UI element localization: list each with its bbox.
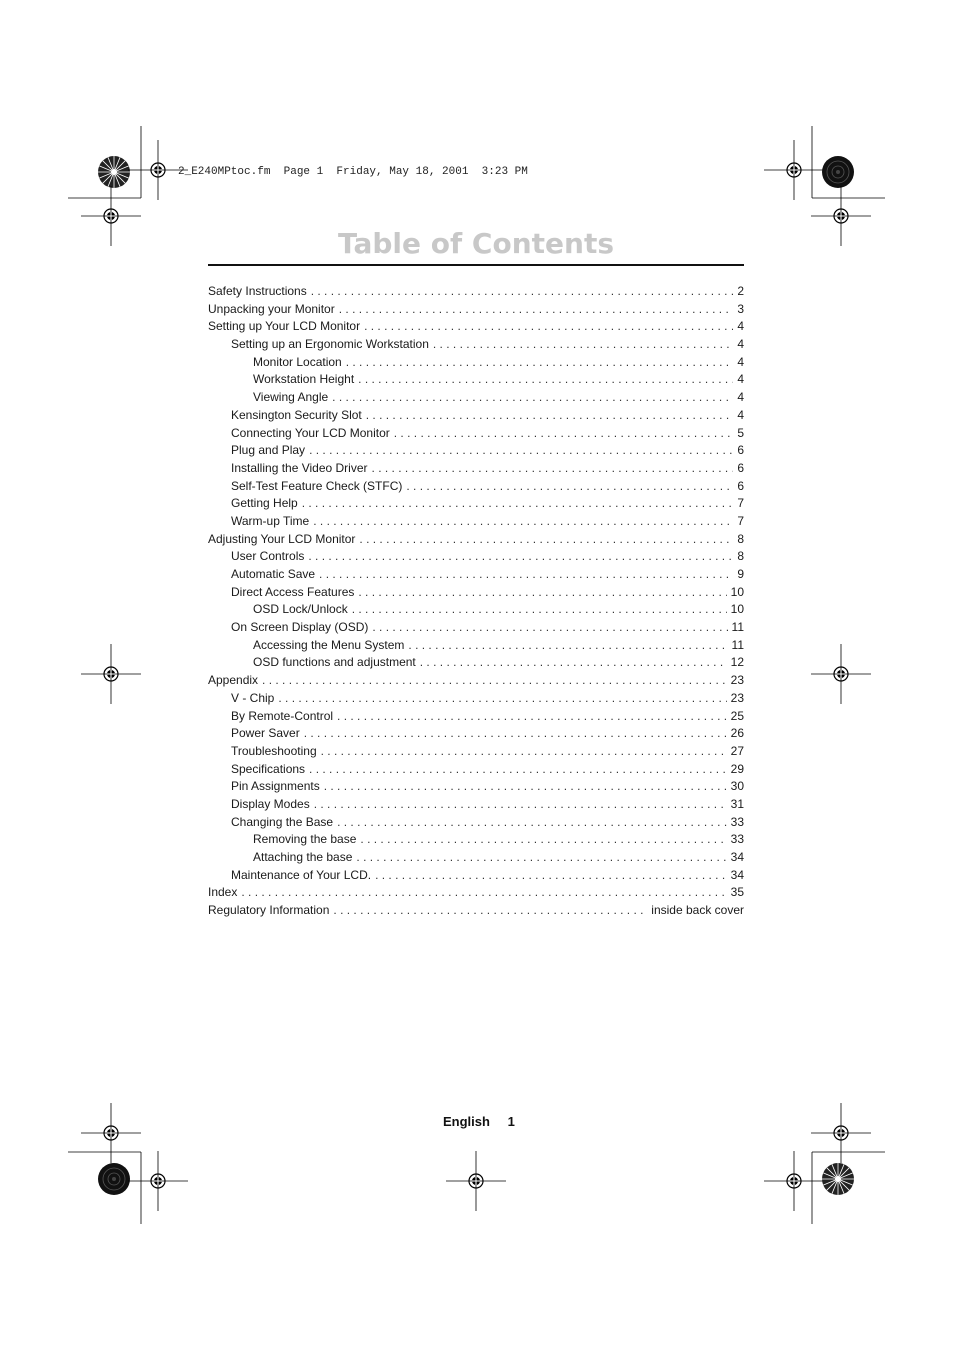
toc-entry-title: Unpacking your Monitor xyxy=(208,301,335,316)
toc-dot-leader xyxy=(304,726,727,740)
toc-entry-title: Maintenance of Your LCD. xyxy=(231,867,372,882)
toc-entry-title: Pin Assignments xyxy=(231,779,320,794)
toc-entry[interactable] xyxy=(208,868,744,886)
toc-entry-page: 4 xyxy=(737,390,744,405)
toc-entry-title: By Remote-Control xyxy=(231,708,334,723)
toc-dot-leader xyxy=(278,691,726,705)
toc-entry-title: Accessing the Menu System xyxy=(253,637,405,652)
toc-entry[interactable] xyxy=(208,284,744,302)
toc-entry[interactable] xyxy=(208,691,744,709)
toc-dot-leader xyxy=(319,567,733,581)
toc-entry[interactable] xyxy=(208,850,744,868)
toc-entry-page: 23 xyxy=(730,690,744,705)
toc-entry-page: 4 xyxy=(737,354,744,369)
toc-entry-title: Regulatory Information xyxy=(208,903,330,918)
toc-entry-page: 8 xyxy=(737,531,744,546)
toc-entry-title: Safety Instructions xyxy=(208,284,307,298)
toc-entry-page: 10 xyxy=(730,602,744,617)
toc-dot-leader xyxy=(359,532,733,546)
toc-entry[interactable] xyxy=(208,585,744,603)
toc-entry-title: Appendix xyxy=(208,673,259,688)
toc-dot-leader xyxy=(364,319,733,333)
toc-entry[interactable] xyxy=(208,655,744,673)
toc-dot-leader xyxy=(375,868,727,882)
toc-entry-page: 27 xyxy=(730,743,744,758)
toc-entry-page: 30 xyxy=(730,779,744,794)
toc-entry[interactable] xyxy=(208,319,744,337)
toc-entry-title: Power Saver xyxy=(231,726,300,741)
toc-entry-title: Setting up Your LCD Monitor xyxy=(208,319,361,334)
toc-entry-title: Troubleshooting xyxy=(231,743,317,758)
toc-dot-leader xyxy=(372,461,734,475)
toc-entry-page: 34 xyxy=(730,867,744,882)
toc-entry-page: inside back cover xyxy=(651,903,744,918)
toc-dot-leader xyxy=(372,620,727,634)
toc-entry-page: 33 xyxy=(730,832,744,847)
page-title: Table of Contents xyxy=(337,227,614,260)
toc-dot-leader xyxy=(394,426,734,440)
toc-dot-leader xyxy=(339,302,734,316)
toc-dot-leader xyxy=(358,585,726,599)
toc-entry-page: 4 xyxy=(737,407,744,422)
toc-entry-page: 4 xyxy=(737,319,744,334)
toc-entry[interactable] xyxy=(208,408,744,426)
toc-entry[interactable] xyxy=(208,726,744,744)
toc-entry-title: Monitor Location xyxy=(253,354,342,369)
toc-entry-title: Direct Access Features xyxy=(231,584,355,599)
toc-entry-title: On Screen Display (OSD) xyxy=(231,620,369,635)
toc-entry[interactable] xyxy=(208,885,744,903)
toc-entry-page: 6 xyxy=(737,478,744,493)
toc-dot-leader xyxy=(406,479,733,493)
toc-dot-leader xyxy=(366,408,734,422)
toc-entry-page: 35 xyxy=(730,885,744,900)
table-of-contents xyxy=(208,284,744,921)
toc-entry-page: 34 xyxy=(730,850,744,864)
toc-entry[interactable] xyxy=(208,832,744,850)
toc-entry-page: 6 xyxy=(737,460,744,475)
toc-entry-title: Specifications xyxy=(231,761,306,776)
toc-dot-leader xyxy=(333,903,647,917)
toc-entry-page: 7 xyxy=(737,496,744,511)
toc-entry-title: Kensington Security Slot xyxy=(231,407,362,422)
toc-entry-page: 26 xyxy=(730,726,744,741)
toc-dot-leader xyxy=(309,762,727,776)
toc-dot-leader xyxy=(311,284,734,298)
toc-dot-leader xyxy=(346,355,734,369)
toc-entry-title: Connecting Your LCD Monitor xyxy=(231,425,390,440)
toc-entry-page: 7 xyxy=(737,513,744,528)
toc-entry[interactable] xyxy=(208,762,744,780)
toc-entry-title: OSD Lock/Unlock xyxy=(253,602,348,617)
toc-dot-leader xyxy=(313,514,733,528)
toc-dot-leader xyxy=(302,496,734,510)
toc-dot-leader xyxy=(352,602,727,616)
toc-entry[interactable] xyxy=(208,815,744,833)
toc-entry-page: 10 xyxy=(730,584,744,599)
toc-dot-leader xyxy=(308,549,733,563)
toc-entry[interactable] xyxy=(208,673,744,691)
toc-entry-title: Installing the Video Driver xyxy=(231,460,368,475)
toc-entry-title: Display Modes xyxy=(231,796,310,811)
toc-entry[interactable] xyxy=(208,390,744,408)
toc-entry-title: Getting Help xyxy=(231,496,298,511)
toc-entry-title: Adjusting Your LCD Monitor xyxy=(208,531,356,546)
toc-entry-page: 25 xyxy=(730,708,744,723)
toc-entry[interactable] xyxy=(208,620,744,638)
toc-dot-leader xyxy=(420,655,727,669)
toc-dot-leader xyxy=(314,797,727,811)
toc-dot-leader xyxy=(262,673,727,687)
toc-entry[interactable] xyxy=(208,479,744,497)
toc-dot-leader xyxy=(309,443,733,457)
toc-dot-leader xyxy=(241,885,726,899)
toc-entry-title: Viewing Angle xyxy=(253,390,329,405)
toc-entry-page: 31 xyxy=(730,796,744,811)
toc-entry-title: Attaching the base xyxy=(253,850,353,864)
toc-dot-leader xyxy=(408,638,727,652)
page-footer xyxy=(443,1114,515,1129)
toc-entry-title: Removing the base xyxy=(253,832,357,847)
toc-entry-title: V - Chip xyxy=(231,690,275,705)
toc-dot-leader xyxy=(358,372,733,386)
toc-entry-page: 9 xyxy=(737,567,744,581)
toc-entry[interactable] xyxy=(208,426,744,444)
toc-entry-title: Workstation Height xyxy=(253,372,355,387)
toc-entry-page: 2 xyxy=(737,284,744,298)
toc-entry-page: 23 xyxy=(730,673,744,688)
toc-dot-leader xyxy=(337,709,727,723)
toc-entry[interactable] xyxy=(208,709,744,727)
toc-dot-leader xyxy=(337,815,727,829)
toc-entry-page: 11 xyxy=(731,620,744,635)
toc-entry[interactable] xyxy=(208,779,744,797)
toc-entry-title: User Controls xyxy=(231,549,305,564)
toc-entry[interactable] xyxy=(208,567,744,585)
toc-entry[interactable] xyxy=(208,532,744,550)
footer-language: English xyxy=(443,1114,490,1129)
toc-entry-page: 4 xyxy=(737,372,744,387)
toc-entry[interactable] xyxy=(208,903,744,921)
toc-entry[interactable] xyxy=(208,602,744,620)
toc-entry[interactable] xyxy=(208,496,744,514)
footer-page-number: 1 xyxy=(507,1114,515,1129)
toc-entry-page: 33 xyxy=(730,814,744,829)
toc-entry[interactable] xyxy=(208,744,744,762)
toc-entry-page: 3 xyxy=(737,301,744,316)
toc-entry[interactable] xyxy=(208,514,744,532)
toc-dot-leader xyxy=(360,832,726,846)
toc-entry-page: 12 xyxy=(730,655,744,670)
title-divider xyxy=(208,264,744,266)
toc-entry-page: 4 xyxy=(737,337,744,352)
toc-entry-page: 11 xyxy=(731,637,744,652)
toc-entry[interactable] xyxy=(208,302,744,320)
toc-dot-leader xyxy=(324,779,727,793)
toc-entry-title: Setting up an Ergonomic Workstation xyxy=(231,337,429,352)
toc-dot-leader xyxy=(332,390,733,404)
toc-entry[interactable] xyxy=(208,638,744,656)
toc-entry-title: Self-Test Feature Check (STFC) xyxy=(231,478,403,493)
toc-entry[interactable] xyxy=(208,372,744,390)
toc-entry[interactable] xyxy=(208,549,744,567)
toc-entry[interactable] xyxy=(208,461,744,479)
toc-entry-title: Warm-up Time xyxy=(231,513,310,528)
toc-entry-page: 8 xyxy=(737,549,744,564)
toc-entry-page: 5 xyxy=(737,425,744,440)
toc-entry-page: 29 xyxy=(730,761,744,776)
toc-entry[interactable] xyxy=(208,797,744,815)
toc-entry-title: Automatic Save xyxy=(231,567,316,581)
toc-entry-page: 6 xyxy=(737,443,744,458)
toc-entry-title: OSD functions and adjustment xyxy=(253,655,416,670)
toc-entry-title: Changing the Base xyxy=(231,814,334,829)
toc-dot-leader xyxy=(321,744,727,758)
toc-dot-leader xyxy=(433,337,733,351)
toc-dot-leader xyxy=(356,850,726,864)
toc-entry[interactable] xyxy=(208,355,744,373)
toc-entry-title: Index xyxy=(208,885,238,900)
print-file-info: 2_E240MPtoc.fm Page 1 Friday, May 18, 2001 3:23 PM xyxy=(178,166,528,178)
toc-entry-title: Plug and Play xyxy=(231,443,306,458)
toc-entry[interactable] xyxy=(208,443,744,461)
toc-entry[interactable] xyxy=(208,337,744,355)
